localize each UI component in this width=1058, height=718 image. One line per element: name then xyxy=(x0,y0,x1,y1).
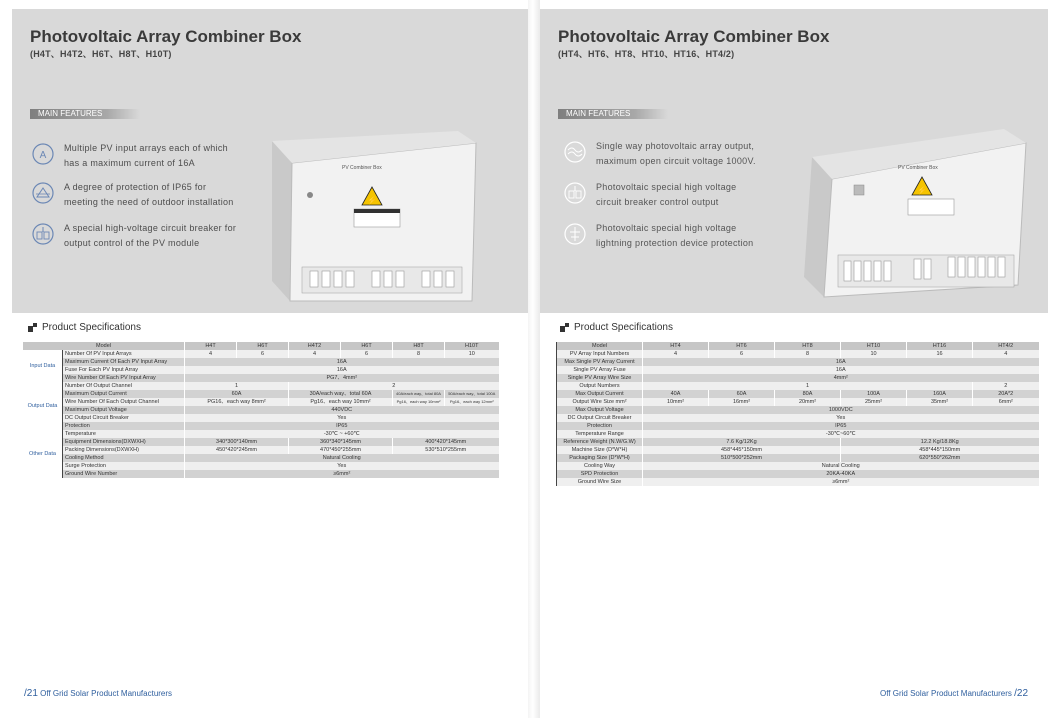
svg-text:⚡: ⚡ xyxy=(917,186,927,195)
row-label: Max Output Current xyxy=(557,390,643,398)
table-row xyxy=(557,398,1039,406)
page-footer xyxy=(24,688,172,699)
feature-line: Photovoltaic special high voltage xyxy=(596,223,737,233)
table-cell: IP65 xyxy=(185,422,499,430)
row-label: Output Wire Size mm² xyxy=(557,398,643,406)
row-label: Protection xyxy=(63,422,185,430)
breaker-icon xyxy=(564,182,586,204)
table-cell: 4mm² xyxy=(643,374,1039,382)
table-row xyxy=(557,470,1039,478)
row-label: Maximum Output Current xyxy=(63,390,185,398)
table-cell: -30℃ ~ +60℃ xyxy=(185,430,499,438)
row-label: Number Of PV Input Arrays xyxy=(63,350,185,358)
table-cell: 100A xyxy=(841,390,907,398)
table-cell: 20KA-40KA xyxy=(643,470,1039,478)
table-cell: 12.2 Kg/18.8Kg xyxy=(841,438,1039,446)
table-header-row xyxy=(23,342,499,350)
table-cell: 6 xyxy=(341,350,393,358)
page-subtitle: (H4T、H4T2、H6T、H8T、H10T) xyxy=(30,49,172,59)
main-features-bar xyxy=(30,109,140,119)
table-cell: 458*445*150mm xyxy=(643,446,841,454)
row-label: Machine Size (D*W*H) xyxy=(557,446,643,454)
table-row xyxy=(557,366,1039,374)
table-cell: 6 xyxy=(709,350,775,358)
table-cell: Natural Cooling xyxy=(185,454,499,462)
page-title: Photovoltaic Array Combiner Box xyxy=(30,27,302,46)
table-row xyxy=(23,374,499,382)
protection-ip65-icon xyxy=(32,182,54,204)
table-cell: HT4/2 xyxy=(973,342,1039,350)
spec-title: Product Specifications xyxy=(574,322,673,333)
breaker-icon xyxy=(32,223,54,245)
table-cell: 10 xyxy=(445,350,499,358)
spec-table xyxy=(22,342,499,478)
table-row xyxy=(23,350,499,358)
table-cell: ≥6mm² xyxy=(643,478,1039,486)
table-cell: 60A xyxy=(185,390,289,398)
table-cell: 16A xyxy=(643,358,1039,366)
table-row xyxy=(23,462,499,470)
main-features-bar xyxy=(558,109,668,119)
table-cell: 440VDC xyxy=(185,406,499,414)
hero-panel xyxy=(540,9,1048,313)
table-cell: 25mm² xyxy=(841,398,907,406)
row-label: Surge Protection xyxy=(63,462,185,470)
table-cell: 16A xyxy=(643,366,1039,374)
hero-panel xyxy=(12,9,528,313)
table-cell: 1 xyxy=(643,382,973,390)
feature-line: lightning protection device protection xyxy=(596,238,754,248)
table-row xyxy=(23,390,499,398)
table-row xyxy=(557,462,1039,470)
row-label: Ground Wire Number xyxy=(63,470,185,478)
row-label: Single PV Array Wire Size xyxy=(557,374,643,382)
row-label: Maximum Output Voltage xyxy=(63,406,185,414)
table-cell: Model xyxy=(557,342,643,350)
row-label: Ground Wire Size xyxy=(557,478,643,486)
svg-text:A: A xyxy=(39,150,47,161)
table-cell: 7.6 Kg/12Kg xyxy=(643,438,841,446)
table-cell: 400*420*145mm xyxy=(393,438,499,446)
page-title: Photovoltaic Array Combiner Box xyxy=(558,27,830,46)
table-cell: 20A*2 xyxy=(973,390,1039,398)
combiner-box-image xyxy=(262,131,502,311)
table-row xyxy=(557,430,1039,438)
row-label: Number Of Output Channel xyxy=(63,382,185,390)
table-row xyxy=(557,422,1039,430)
feature-line: has a maximum current of 16A xyxy=(64,158,195,168)
table-cell: H8T xyxy=(393,342,445,350)
row-label: Max Single PV Array Current xyxy=(557,358,643,366)
table-cell: 2 xyxy=(973,382,1039,390)
feature-item xyxy=(564,221,784,251)
feature-item xyxy=(32,180,252,210)
table-cell: 160A xyxy=(907,390,973,398)
table-cell: Yes xyxy=(185,462,499,470)
lightning-protection-icon xyxy=(564,223,586,245)
combiner-box-image xyxy=(798,127,1038,307)
voltage-icon xyxy=(564,141,586,163)
table-cell: 458*445*150mm xyxy=(841,446,1039,454)
table-cell: HT8 xyxy=(775,342,841,350)
feature-line: Multiple PV input arrays each of which xyxy=(64,143,228,153)
table-cell: 16mm² xyxy=(709,398,775,406)
table-row xyxy=(557,438,1039,446)
table-row xyxy=(557,478,1039,486)
feature-line: A special high-voltage circuit breaker for xyxy=(64,223,237,233)
table-cell: IP65 xyxy=(643,422,1039,430)
row-label: DC Output Circuit Breaker xyxy=(63,414,185,422)
table-cell: H6T xyxy=(341,342,393,350)
row-label: PV Array Input Numbers xyxy=(557,350,643,358)
page-footer xyxy=(880,688,1028,699)
table-cell: PG7、4mm² xyxy=(185,374,499,382)
table-cell: 510*500*252mm xyxy=(643,454,841,462)
table-cell: Model xyxy=(23,342,185,350)
feature-line: A degree of protection of IP65 for xyxy=(64,182,207,192)
table-row xyxy=(23,398,499,406)
row-label: Reference Weight (N.W/G.W) xyxy=(557,438,643,446)
product-label: PV Combiner Box xyxy=(898,165,938,171)
feature-line: maximum open circuit voltage 1000V. xyxy=(596,156,756,166)
feature-item xyxy=(32,141,252,171)
table-row xyxy=(557,350,1039,358)
row-label: DC Output Circuit Breaker xyxy=(557,414,643,422)
row-label: Wire Number Of Each Output Channel xyxy=(63,398,185,406)
table-row xyxy=(23,422,499,430)
feature-line: Photovoltaic special high voltage xyxy=(596,182,737,192)
table-row xyxy=(557,358,1039,366)
page-gutter xyxy=(528,0,540,718)
row-label: Output Numbers xyxy=(557,382,643,390)
table-cell: -30℃~60℃ xyxy=(643,430,1039,438)
table-cell: 80A xyxy=(775,390,841,398)
table-row xyxy=(557,414,1039,422)
table-cell: 8 xyxy=(775,350,841,358)
table-cell: H6T xyxy=(237,342,289,350)
row-label: Cooling Method xyxy=(63,454,185,462)
spec-bullet-icon xyxy=(560,323,569,332)
table-row xyxy=(23,414,499,422)
table-row xyxy=(23,366,499,374)
table-cell: HT10 xyxy=(841,342,907,350)
product-label: PV Combiner Box xyxy=(342,165,382,171)
group-label: Output Data xyxy=(23,382,63,430)
row-label: Single PV Array Fuse xyxy=(557,366,643,374)
table-cell: Yes xyxy=(185,414,499,422)
spec-heading xyxy=(560,322,673,333)
page-21 xyxy=(0,0,528,718)
table-cell: 530*510*255mm xyxy=(393,446,499,454)
table-row xyxy=(23,446,499,454)
table-cell: 10mm² xyxy=(643,398,709,406)
table-cell: Natural Cooling xyxy=(643,462,1039,470)
row-label: Protection xyxy=(557,422,643,430)
table-cell: HT6 xyxy=(709,342,775,350)
table-cell: 4 xyxy=(973,350,1039,358)
table-cell: 450*420*245mm xyxy=(185,446,289,454)
row-label: Cooling Way xyxy=(557,462,643,470)
table-row xyxy=(557,390,1039,398)
table-cell: 40A/each way、total 80A xyxy=(393,390,445,398)
main-features-label: MAIN FEATURES xyxy=(38,109,103,118)
table-cell: ≥6mm² xyxy=(185,470,499,478)
table-row xyxy=(557,446,1039,454)
feature-item xyxy=(32,221,252,251)
table-cell: Pg16、each way 10mm² xyxy=(289,398,393,406)
table-row xyxy=(557,406,1039,414)
table-cell: 1000VDC xyxy=(643,406,1039,414)
main-features-label: MAIN FEATURES xyxy=(566,109,631,118)
footer-text: Off Grid Solar Product Manufacturers xyxy=(40,689,173,698)
row-label: Fuse For Each PV Input Array xyxy=(63,366,185,374)
table-row xyxy=(23,406,499,414)
table-cell: 1 xyxy=(185,382,289,390)
table-header-row xyxy=(557,342,1039,350)
spec-table xyxy=(556,342,1039,486)
table-row xyxy=(23,382,499,390)
table-row xyxy=(557,454,1039,462)
table-cell: 16A xyxy=(185,366,499,374)
table-cell: 4 xyxy=(643,350,709,358)
row-label: SPD Protection xyxy=(557,470,643,478)
table-cell: 620*550*262mm xyxy=(841,454,1039,462)
row-label: Maximum Current Of Each PV Input Array xyxy=(63,358,185,366)
feature-line: meeting the need of outdoor installation xyxy=(64,197,234,207)
feature-item xyxy=(564,180,784,210)
table-row xyxy=(557,374,1039,382)
group-label: Input Data xyxy=(23,350,63,382)
row-label: Packaging Size (D*W*H) xyxy=(557,454,643,462)
table-row xyxy=(23,470,499,478)
svg-text:⚡: ⚡ xyxy=(367,196,377,205)
table-cell: H4T xyxy=(185,342,237,350)
row-label: Max Output Voltage xyxy=(557,406,643,414)
table-cell: 35mm² xyxy=(907,398,973,406)
table-cell: Pg16、each way 10mm² xyxy=(393,398,445,406)
table-row xyxy=(23,454,499,462)
spec-heading xyxy=(28,322,141,333)
spec-bullet-icon xyxy=(28,323,37,332)
table-cell: 16 xyxy=(907,350,973,358)
page-22 xyxy=(540,0,1058,718)
table-row xyxy=(23,430,499,438)
spec-title: Product Specifications xyxy=(42,322,141,333)
row-label: Packing Dimensions(DXWXH) xyxy=(63,446,185,454)
table-cell: HT4 xyxy=(643,342,709,350)
table-cell: 4 xyxy=(289,350,341,358)
table-cell: H10T xyxy=(445,342,499,350)
table-row xyxy=(557,382,1039,390)
table-cell: 10 xyxy=(841,350,907,358)
table-cell: Pg16、each way 12mm² xyxy=(445,398,499,406)
group-label: Other Data xyxy=(23,430,63,478)
table-cell: 8 xyxy=(393,350,445,358)
page-subtitle: (HT4、HT6、HT8、HT10、HT16、HT4/2) xyxy=(558,49,735,59)
row-label: Equipment Dimensions(DXWXH) xyxy=(63,438,185,446)
page-number: /21 xyxy=(24,688,38,699)
ampere-icon xyxy=(32,143,54,165)
row-label: Temperature xyxy=(63,430,185,438)
footer-text: Off Grid Solar Product Manufacturers xyxy=(880,689,1012,698)
page-number: /22 xyxy=(1014,688,1029,699)
table-cell: 40A xyxy=(643,390,709,398)
table-cell: 4 xyxy=(185,350,237,358)
table-cell: 340*300*140mm xyxy=(185,438,289,446)
table-cell: PG16、each way 8mm² xyxy=(185,398,289,406)
feature-line: output control of the PV module xyxy=(64,238,200,248)
table-cell: 360*340*145mm xyxy=(289,438,393,446)
table-row xyxy=(23,358,499,366)
table-cell: H4T2 xyxy=(289,342,341,350)
table-cell: 16A xyxy=(185,358,499,366)
table-cell: 470*450*255mm xyxy=(289,446,393,454)
table-row xyxy=(23,438,499,446)
table-cell: 2 xyxy=(289,382,499,390)
table-cell: 60A xyxy=(709,390,775,398)
table-cell: 20mm² xyxy=(775,398,841,406)
feature-item xyxy=(564,139,784,169)
feature-line: Single way photovoltaic array output, xyxy=(596,141,755,151)
table-cell: HT16 xyxy=(907,342,973,350)
feature-line: circuit breaker control output xyxy=(596,197,719,207)
row-label: Wire Number Of Each PV Input Array xyxy=(63,374,185,382)
table-cell: 50A/each way、total 100A xyxy=(445,390,499,398)
table-cell: 6 xyxy=(237,350,289,358)
table-cell: 30A/each way、total 60A xyxy=(289,390,393,398)
table-cell: Yes xyxy=(643,414,1039,422)
row-label: Temperature Range xyxy=(557,430,643,438)
table-cell: 6mm² xyxy=(973,398,1039,406)
